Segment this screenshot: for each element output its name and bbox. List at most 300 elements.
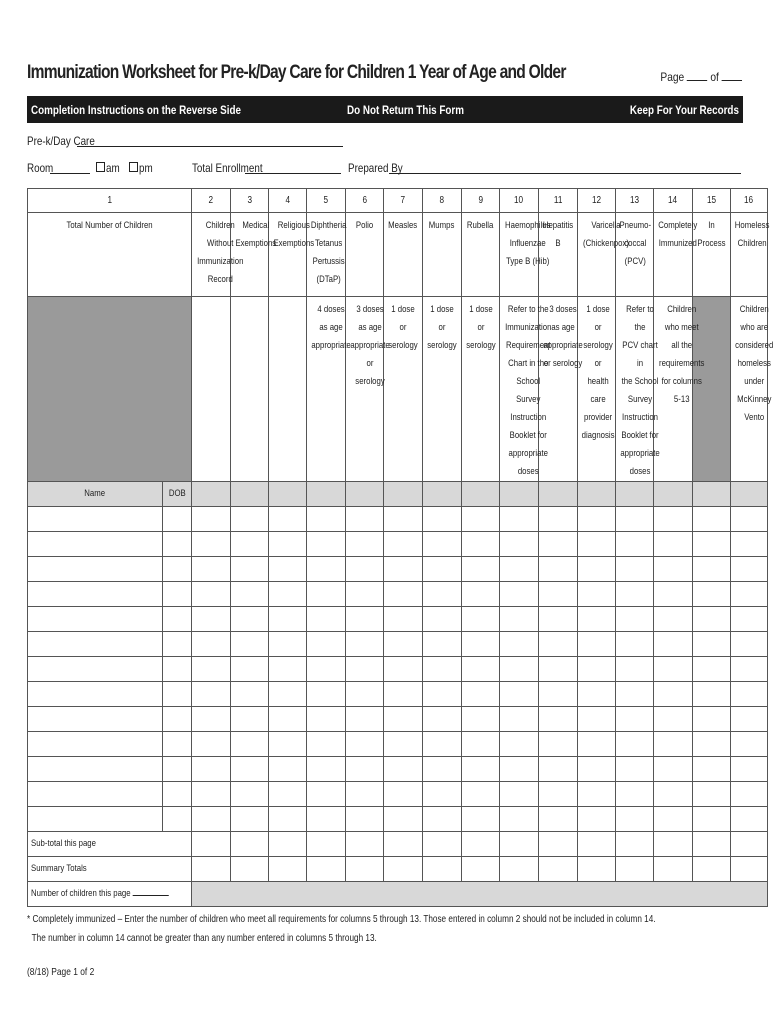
summary-cell[interactable]	[500, 832, 539, 857]
entry-cell[interactable]	[28, 532, 163, 557]
requirement-cell[interactable]	[346, 297, 390, 482]
entry-cell[interactable]	[346, 607, 384, 632]
entry-cell[interactable]	[462, 732, 500, 757]
entry-cell[interactable]	[654, 507, 693, 532]
entry-cell[interactable]	[28, 707, 163, 732]
summary-cell[interactable]	[462, 857, 500, 882]
summary-cell[interactable]	[269, 857, 307, 882]
entry-cell[interactable]	[539, 782, 578, 807]
summary-cell[interactable]	[423, 857, 462, 882]
entry-cell[interactable]	[231, 532, 269, 557]
entry-cell[interactable]	[731, 782, 768, 807]
requirement-cell[interactable]	[578, 297, 616, 482]
summary-cell[interactable]	[384, 832, 423, 857]
subtotal-row-label-cell	[28, 832, 192, 857]
entry-cell[interactable]	[693, 732, 731, 757]
entry-cell[interactable]	[384, 607, 423, 632]
entry-cell[interactable]	[731, 532, 768, 557]
entry-cell[interactable]	[578, 657, 616, 682]
prepared-by-field[interactable]	[389, 173, 741, 174]
requirement-cell[interactable]	[616, 297, 660, 482]
entry-cell[interactable]	[384, 532, 423, 557]
entry-cell[interactable]	[163, 807, 192, 832]
requirement-cell[interactable]	[462, 297, 500, 482]
entry-cell[interactable]	[307, 707, 346, 732]
entry-cell[interactable]	[462, 682, 500, 707]
entry-cell[interactable]	[539, 557, 578, 582]
entry-cell[interactable]	[269, 532, 307, 557]
entry-cell[interactable]	[163, 732, 192, 757]
entry-cell[interactable]	[654, 757, 693, 782]
column-header: Polio	[355, 220, 374, 231]
entry-cell[interactable]	[500, 632, 539, 657]
entry-cell[interactable]	[307, 532, 346, 557]
summary-cell[interactable]	[693, 832, 731, 857]
entry-cell[interactable]	[578, 507, 616, 532]
entry-cell[interactable]	[28, 507, 163, 532]
entry-cell[interactable]	[578, 682, 616, 707]
requirement-cell[interactable]	[307, 297, 351, 482]
entry-cell[interactable]	[654, 582, 693, 607]
entry-cell[interactable]	[500, 507, 539, 532]
entry-cell[interactable]	[731, 607, 768, 632]
entry-cell[interactable]	[578, 732, 616, 757]
entry-cell[interactable]	[731, 807, 768, 832]
entry-cell[interactable]	[307, 732, 346, 757]
entry-cell[interactable]	[731, 632, 768, 657]
entry-cell[interactable]	[500, 782, 539, 807]
summary-cell[interactable]	[346, 832, 384, 857]
summary-cell[interactable]	[654, 857, 693, 882]
entry-cell[interactable]	[231, 582, 269, 607]
entry-cell[interactable]	[192, 807, 231, 832]
entry-cell[interactable]	[384, 557, 423, 582]
entry-cell[interactable]	[307, 607, 346, 632]
entry-cell[interactable]	[346, 732, 384, 757]
entry-cell[interactable]	[654, 632, 693, 657]
entry-cell[interactable]	[616, 532, 654, 557]
entry-cell[interactable]	[269, 732, 307, 757]
entry-cell[interactable]	[539, 632, 578, 657]
column-number: 13	[629, 194, 640, 206]
summary-cell[interactable]	[384, 857, 423, 882]
summary-cell[interactable]	[578, 857, 616, 882]
requirement-cell[interactable]	[500, 297, 552, 482]
entry-cell[interactable]	[693, 782, 731, 807]
instruction-banner	[27, 96, 743, 123]
entry-cell[interactable]	[163, 707, 192, 732]
entry-cell[interactable]	[28, 607, 163, 632]
entry-cell[interactable]	[192, 557, 231, 582]
column-header: Measles	[388, 220, 418, 231]
entry-cell[interactable]	[28, 682, 163, 707]
entry-cell[interactable]	[307, 657, 346, 682]
entry-cell[interactable]	[269, 557, 307, 582]
summary-cell[interactable]	[269, 832, 307, 857]
entry-cell[interactable]	[731, 557, 768, 582]
page-total-input[interactable]	[722, 70, 742, 81]
summary-cell[interactable]	[578, 832, 616, 857]
summary-cell[interactable]	[539, 832, 578, 857]
entry-cell[interactable]	[731, 657, 768, 682]
am-checkbox[interactable]	[96, 162, 105, 172]
column-number-cell	[384, 189, 423, 213]
entry-cell[interactable]	[616, 807, 654, 832]
summary-cell[interactable]	[731, 832, 768, 857]
entry-cell[interactable]	[346, 557, 384, 582]
entry-cell[interactable]	[616, 582, 654, 607]
entry-cell[interactable]	[384, 757, 423, 782]
entry-cell[interactable]	[693, 657, 731, 682]
entry-cell[interactable]	[231, 807, 269, 832]
entry-cell[interactable]	[423, 632, 462, 657]
entry-cell[interactable]	[28, 757, 163, 782]
entry-cell[interactable]	[231, 607, 269, 632]
entry-cell[interactable]	[616, 607, 654, 632]
entry-cell[interactable]	[616, 682, 654, 707]
entry-cell[interactable]	[163, 657, 192, 682]
entry-cell[interactable]	[731, 582, 768, 607]
entry-cell[interactable]	[163, 632, 192, 657]
column-number-cell	[462, 189, 500, 213]
entry-cell[interactable]	[346, 782, 384, 807]
entry-cell[interactable]	[28, 732, 163, 757]
entry-cell[interactable]	[163, 532, 192, 557]
entry-cell[interactable]	[307, 582, 346, 607]
entry-cell[interactable]	[192, 782, 231, 807]
entry-cell[interactable]	[462, 782, 500, 807]
entry-cell[interactable]	[346, 807, 384, 832]
entry-cell[interactable]	[616, 507, 654, 532]
summary-cell[interactable]	[654, 832, 693, 857]
entry-cell[interactable]	[693, 707, 731, 732]
entry-cell[interactable]	[616, 557, 654, 582]
summary-cell[interactable]	[346, 857, 384, 882]
entry-cell[interactable]	[163, 607, 192, 632]
entry-cell[interactable]	[231, 632, 269, 657]
entry-cell[interactable]	[163, 782, 192, 807]
entry-cell[interactable]	[578, 782, 616, 807]
entry-cell[interactable]	[231, 682, 269, 707]
entry-cell[interactable]	[423, 732, 462, 757]
summary-cell[interactable]	[423, 832, 462, 857]
entry-cell[interactable]	[163, 682, 192, 707]
entry-cell[interactable]	[346, 632, 384, 657]
entry-cell[interactable]	[231, 782, 269, 807]
entry-cell[interactable]	[384, 807, 423, 832]
entry-cell[interactable]	[539, 757, 578, 782]
summary-cell[interactable]	[616, 857, 654, 882]
page-title: Immunization Worksheet for Pre-k/Day Care for Children 1 Year of Age and Older	[27, 62, 566, 83]
entry-cell[interactable]	[539, 607, 578, 632]
entry-cell[interactable]	[231, 757, 269, 782]
entry-cell[interactable]	[500, 682, 539, 707]
entry-cell[interactable]	[192, 757, 231, 782]
entry-cell[interactable]	[462, 757, 500, 782]
entry-cell[interactable]	[269, 507, 307, 532]
entry-cell[interactable]	[231, 707, 269, 732]
entry-cell[interactable]	[346, 657, 384, 682]
entry-cell[interactable]	[192, 682, 231, 707]
entry-cell[interactable]	[462, 557, 500, 582]
children-count-label-cell[interactable]	[28, 882, 192, 907]
entry-cell[interactable]	[462, 632, 500, 657]
entry-cell[interactable]	[192, 707, 231, 732]
entry-cell[interactable]	[693, 682, 731, 707]
entry-cell[interactable]	[578, 757, 616, 782]
entry-cell[interactable]	[423, 807, 462, 832]
entry-cell[interactable]	[384, 582, 423, 607]
summary-cell[interactable]	[307, 857, 346, 882]
column-number: 16	[744, 194, 754, 206]
entry-cell[interactable]	[500, 657, 539, 682]
entry-cell[interactable]	[578, 632, 616, 657]
header-blank-cell	[693, 482, 731, 507]
entry-cell[interactable]	[731, 732, 768, 757]
entry-cell[interactable]	[192, 732, 231, 757]
page-number-input[interactable]	[687, 70, 707, 81]
entry-cell[interactable]	[693, 757, 731, 782]
summary-cell[interactable]	[231, 832, 269, 857]
entry-cell[interactable]	[28, 582, 163, 607]
column-number-cell	[578, 189, 616, 213]
entry-cell[interactable]	[462, 582, 500, 607]
entry-cell[interactable]	[616, 657, 654, 682]
entry-cell[interactable]	[346, 682, 384, 707]
entry-cell[interactable]	[346, 757, 384, 782]
column-number: 7	[400, 194, 406, 206]
column-number-cell	[231, 189, 269, 213]
footnote	[27, 910, 656, 948]
entry-cell[interactable]	[192, 607, 231, 632]
entry-cell[interactable]	[693, 582, 731, 607]
summary-cell[interactable]	[539, 857, 578, 882]
entry-cell[interactable]	[28, 657, 163, 682]
entry-cell[interactable]	[462, 507, 500, 532]
entry-cell[interactable]	[28, 807, 163, 832]
entry-cell[interactable]	[578, 807, 616, 832]
entry-cell[interactable]	[423, 557, 462, 582]
entry-cell[interactable]	[539, 582, 578, 607]
pm-checkbox[interactable]	[129, 162, 138, 172]
entry-cell[interactable]	[616, 782, 654, 807]
entry-cell[interactable]	[654, 782, 693, 807]
entry-cell[interactable]	[616, 707, 654, 732]
summary-cell[interactable]	[693, 857, 731, 882]
entry-cell[interactable]	[539, 532, 578, 557]
entry-cell[interactable]	[269, 657, 307, 682]
entry-cell[interactable]	[423, 582, 462, 607]
entry-cell[interactable]	[346, 582, 384, 607]
entry-cell[interactable]	[731, 507, 768, 532]
entry-cell[interactable]	[539, 807, 578, 832]
requirement-cell[interactable]	[269, 297, 307, 482]
footnote-line-1: * Completely immunized – Enter the number of children who meet all requirements for columns 5 through 13. Those entered in column 2 should not be included in column 14.	[27, 913, 656, 925]
requirement-text: 1 dose or serology or health care provider diagnosis	[581, 304, 615, 441]
column-header-cell	[731, 213, 768, 297]
entry-cell[interactable]	[423, 507, 462, 532]
entry-cell[interactable]	[693, 507, 731, 532]
summary-cell[interactable]	[731, 857, 768, 882]
entry-cell[interactable]	[423, 757, 462, 782]
entry-cell[interactable]	[269, 782, 307, 807]
header-blank-cell	[731, 482, 768, 507]
entry-cell[interactable]	[578, 707, 616, 732]
entry-cell[interactable]	[307, 807, 346, 832]
entry-cell[interactable]	[500, 607, 539, 632]
entry-cell[interactable]	[462, 707, 500, 732]
entry-cell[interactable]	[269, 807, 307, 832]
summary-cell[interactable]	[462, 832, 500, 857]
entry-cell[interactable]	[307, 632, 346, 657]
entry-cell[interactable]	[231, 732, 269, 757]
children-count-blank[interactable]	[133, 886, 169, 896]
entry-cell[interactable]	[269, 682, 307, 707]
entry-cell[interactable]	[731, 707, 768, 732]
entry-cell[interactable]	[539, 707, 578, 732]
entry-cell[interactable]	[28, 557, 163, 582]
column-header-cell	[423, 213, 462, 297]
entry-cell[interactable]	[269, 632, 307, 657]
entry-cell[interactable]	[384, 632, 423, 657]
entry-cell[interactable]	[192, 632, 231, 657]
entry-cell[interactable]	[307, 757, 346, 782]
entry-cell[interactable]	[462, 532, 500, 557]
entry-cell[interactable]	[231, 557, 269, 582]
entry-cell[interactable]	[462, 607, 500, 632]
entry-cell[interactable]	[384, 707, 423, 732]
summary-cell[interactable]	[616, 832, 654, 857]
entry-cell[interactable]	[384, 782, 423, 807]
entry-cell[interactable]	[163, 507, 192, 532]
entry-cell[interactable]	[654, 707, 693, 732]
column-header: Rubella	[467, 220, 494, 231]
entry-cell[interactable]	[346, 707, 384, 732]
entry-cell[interactable]	[231, 507, 269, 532]
entry-cell[interactable]	[163, 557, 192, 582]
entry-cell[interactable]	[423, 782, 462, 807]
entry-cell[interactable]	[192, 657, 231, 682]
entry-cell[interactable]	[500, 557, 539, 582]
entry-cell[interactable]	[28, 782, 163, 807]
entry-cell[interactable]	[423, 707, 462, 732]
entry-cell[interactable]	[616, 632, 654, 657]
entry-cell[interactable]	[192, 582, 231, 607]
prek-name-field[interactable]	[77, 146, 343, 147]
entry-cell[interactable]	[654, 682, 693, 707]
entry-cell[interactable]	[693, 807, 731, 832]
entry-cell[interactable]	[654, 607, 693, 632]
entry-cell[interactable]	[539, 507, 578, 532]
entry-cell[interactable]	[423, 532, 462, 557]
entry-cell[interactable]	[192, 532, 231, 557]
summary-cell[interactable]	[192, 832, 231, 857]
entry-cell[interactable]	[423, 607, 462, 632]
entry-cell[interactable]	[578, 532, 616, 557]
entry-cell[interactable]	[231, 657, 269, 682]
entry-cell[interactable]	[192, 507, 231, 532]
requirement-cell[interactable]	[731, 297, 774, 482]
entry-cell[interactable]	[500, 707, 539, 732]
requirement-cell[interactable]	[231, 297, 269, 482]
entry-cell[interactable]	[500, 757, 539, 782]
entry-cell[interactable]	[307, 507, 346, 532]
entry-cell[interactable]	[539, 732, 578, 757]
entry-cell[interactable]	[28, 632, 163, 657]
entry-cell[interactable]	[654, 557, 693, 582]
summary-cell[interactable]	[192, 857, 231, 882]
column-number-cell	[539, 189, 578, 213]
column-number-cell	[731, 189, 768, 213]
entry-cell[interactable]	[307, 782, 346, 807]
entry-cell[interactable]	[423, 657, 462, 682]
requirement-text: 4 doses as age appropriate	[311, 304, 351, 351]
entry-cell[interactable]	[462, 807, 500, 832]
entry-cell[interactable]	[500, 807, 539, 832]
entry-cell[interactable]	[384, 732, 423, 757]
entry-cell[interactable]	[616, 732, 654, 757]
entry-cell[interactable]	[269, 757, 307, 782]
entry-cell[interactable]	[346, 532, 384, 557]
requirement-cell[interactable]	[192, 297, 231, 482]
table-row	[28, 782, 768, 807]
column-header: Varicella (Chickenpox)	[583, 220, 629, 249]
entry-cell[interactable]	[269, 607, 307, 632]
entry-cell[interactable]	[462, 657, 500, 682]
entry-cell[interactable]	[384, 682, 423, 707]
room-field[interactable]	[50, 173, 90, 174]
entry-cell[interactable]	[578, 607, 616, 632]
entry-cell[interactable]	[346, 507, 384, 532]
entry-cell[interactable]	[693, 532, 731, 557]
entry-cell[interactable]	[731, 682, 768, 707]
entry-cell[interactable]	[693, 632, 731, 657]
entry-cell[interactable]	[616, 757, 654, 782]
entry-cell[interactable]	[384, 657, 423, 682]
entry-cell[interactable]	[578, 557, 616, 582]
entry-cell[interactable]	[654, 807, 693, 832]
entry-cell[interactable]	[539, 682, 578, 707]
entry-cell[interactable]	[654, 732, 693, 757]
entry-cell[interactable]	[423, 682, 462, 707]
entry-cell[interactable]	[307, 557, 346, 582]
summary-cell[interactable]	[231, 857, 269, 882]
entry-cell[interactable]	[500, 582, 539, 607]
entry-cell[interactable]	[500, 732, 539, 757]
summary-cell[interactable]	[307, 832, 346, 857]
requirement-cell[interactable]	[423, 297, 462, 482]
entry-cell[interactable]	[500, 532, 539, 557]
entry-cell[interactable]	[578, 582, 616, 607]
entry-cell[interactable]	[654, 657, 693, 682]
banner-center-text: Do Not Return This Form	[347, 103, 464, 117]
entry-cell[interactable]	[731, 757, 768, 782]
entry-cell[interactable]	[269, 582, 307, 607]
header-blank-cell	[307, 482, 346, 507]
entry-cell[interactable]	[163, 582, 192, 607]
entry-cell[interactable]	[693, 607, 731, 632]
entry-cell[interactable]	[163, 757, 192, 782]
prepared-by-label: Prepared By	[348, 161, 403, 175]
entry-cell[interactable]	[269, 707, 307, 732]
entry-cell[interactable]	[693, 557, 731, 582]
enrollment-field[interactable]	[245, 173, 341, 174]
entry-cell[interactable]	[384, 507, 423, 532]
entry-cell[interactable]	[654, 532, 693, 557]
entry-cell[interactable]	[307, 682, 346, 707]
summary-cell[interactable]	[500, 857, 539, 882]
entry-cell[interactable]	[539, 657, 578, 682]
